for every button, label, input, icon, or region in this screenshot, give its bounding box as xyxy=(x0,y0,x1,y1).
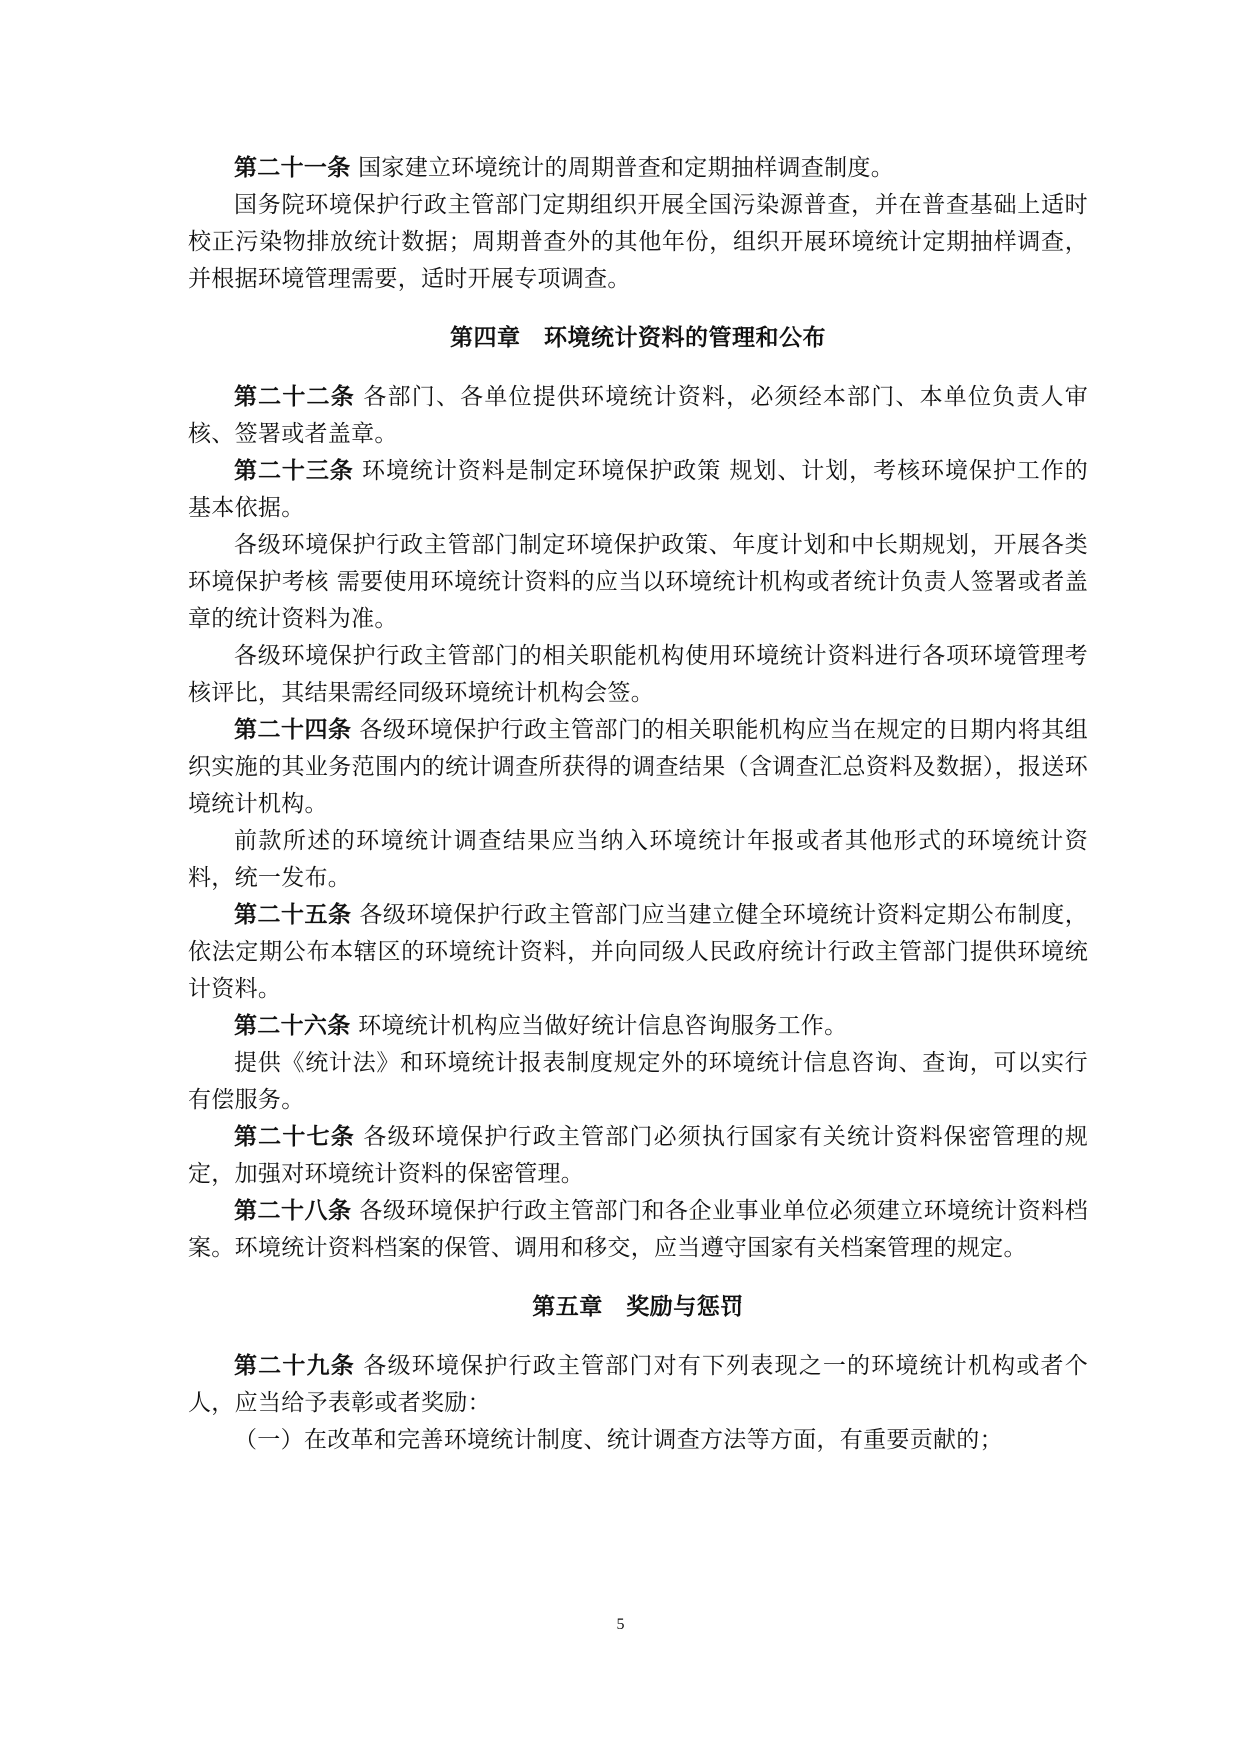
chapter-4-heading: 第四章 环境统计资料的管理和公布 xyxy=(450,325,826,351)
page-content xyxy=(188,150,1088,1459)
paragraph-text: 国务院环境保护行政主管部门定期组织开展全国污染源普查，并在普查基础上适时校正污染物排放统计数据；周期普查外的其他年份，组织开展环境统计定期抽样调查，并根据环境管理需要，适时开展专项调查。 xyxy=(188,192,1088,292)
paragraph xyxy=(188,638,1088,712)
article-21 xyxy=(188,150,1088,187)
article-number: 第二十八条 xyxy=(234,1198,352,1224)
article-text: 各级环境保护行政主管部门应当建立健全环境统计资料定期公布制度，依法定期公布本辖区的环境统计资料，并向同级人民政府统计行政主管部门提供环境统计资料。 xyxy=(188,902,1088,1002)
article-27 xyxy=(188,1119,1088,1193)
paragraph-text: 提供《统计法》和环境统计报表制度规定外的环境统计信息咨询、查询，可以实行有偿服务。 xyxy=(188,1050,1088,1113)
list-item-text: （一）在改革和完善环境统计制度、统计调查方法等方面，有重要贡献的； xyxy=(234,1427,1003,1453)
article-28 xyxy=(188,1193,1088,1267)
paragraph-text: 各级环境保护行政主管部门的相关职能机构使用环境统计资料进行各项环境管理考核评比，其结果需经同级环境统计机构会签。 xyxy=(188,643,1088,706)
article-number: 第二十一条 xyxy=(234,155,351,181)
article-text: 国家建立环境统计的周期普查和定期抽样调查制度。 xyxy=(350,155,895,181)
article-text: 各部门、各单位提供环境统计资料，必须经本部门、本单位负责人审核、签署或者盖章。 xyxy=(188,384,1088,447)
article-number: 第二十二条 xyxy=(234,384,355,410)
article-number: 第二十六条 xyxy=(234,1013,351,1039)
paragraph xyxy=(188,1045,1088,1119)
article-text: 各级环境保护行政主管部门对有下列表现之一的环境统计机构或者个人，应当给予表彰或者奖励： xyxy=(188,1353,1088,1416)
article-25 xyxy=(188,897,1088,1008)
article-22 xyxy=(188,379,1088,453)
chapter-5-heading: 第五章 奖励与惩罚 xyxy=(532,1294,744,1320)
article-text: 各级环境保护行政主管部门必须执行国家有关统计资料保密管理的规定，加强对环境统计资料的保密管理。 xyxy=(188,1124,1088,1187)
article-number: 第二十四条 xyxy=(234,717,352,743)
article-number: 第二十三条 xyxy=(234,458,354,484)
paragraph xyxy=(188,527,1088,638)
list-item xyxy=(188,1422,1088,1459)
article-text: 环境统计机构应当做好统计信息咨询服务工作。 xyxy=(350,1013,848,1039)
paragraph-text: 前款所述的环境统计调查结果应当纳入环境统计年报或者其他形式的环境统计资料，统一发布。 xyxy=(188,828,1088,891)
page-number: 5 xyxy=(616,1616,625,1633)
article-number: 第二十九条 xyxy=(234,1353,355,1379)
article-number: 第二十七条 xyxy=(234,1124,355,1150)
article-text: 环境统计资料是制定环境保护政策 规划、计划，考核环境保护工作的基本依据。 xyxy=(188,458,1088,521)
article-number: 第二十五条 xyxy=(234,902,352,928)
article-text: 各级环境保护行政主管部门和各企业事业单位必须建立环境统计资料档案。环境统计资料档案的保管、调用和移交，应当遵守国家有关档案管理的规定。 xyxy=(188,1198,1088,1261)
article-26 xyxy=(188,1008,1088,1045)
paragraph-text: 各级环境保护行政主管部门制定环境保护政策、年度计划和中长期规划，开展各类环境保护考核 需要使用环境统计资料的应当以环境统计机构或者统计负责人签署或者盖章的统计资料为准。 xyxy=(188,532,1088,632)
article-24 xyxy=(188,712,1088,823)
paragraph xyxy=(188,187,1088,298)
paragraph xyxy=(188,823,1088,897)
article-text: 各级环境保护行政主管部门的相关职能机构应当在规定的日期内将其组织实施的其业务范围内的统计调查所获得的调查结果（含调查汇总资料及数据），报送环境统计机构。 xyxy=(188,717,1088,817)
article-29 xyxy=(188,1348,1088,1422)
article-23 xyxy=(188,453,1088,527)
